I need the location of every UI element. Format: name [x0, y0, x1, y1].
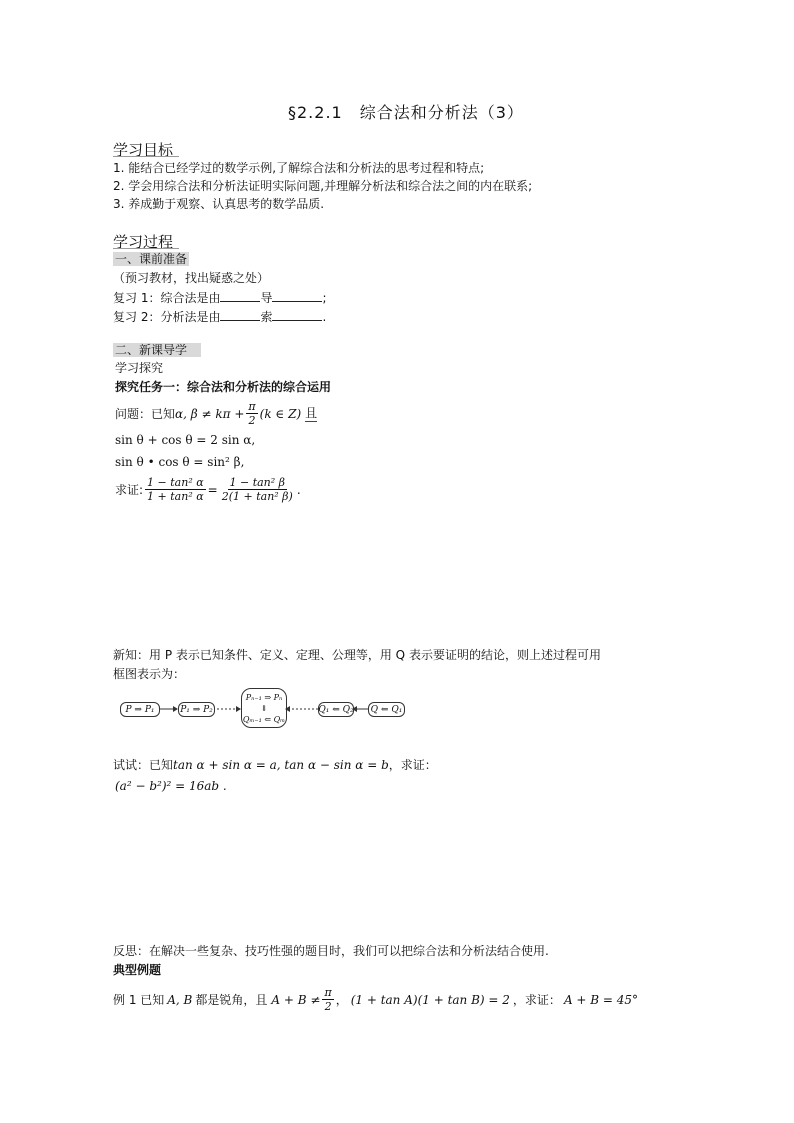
reflection: 反思：在解决一些复杂、技巧性强的题目时，我们可以把综合法和分析法结合使用. [113, 944, 549, 958]
flow-box-center: Pₙ₋₁ ⇒ Pₙ ⇓ Qₘ₋₁ ⇐ Qₘ [241, 688, 287, 728]
goal-item-3: 3. 养成勤于观察、认真思考的数学品质. [113, 197, 325, 211]
page-title: §2.2.1 综合法和分析法（3） [288, 103, 524, 122]
flow-box-p-p1: P ⇒ P₁ [120, 702, 160, 717]
flow-box-p1-p2: P₁ ⇒ P₂ [178, 702, 215, 717]
new-heading: 二、新课导学 [113, 342, 201, 358]
new-knowledge-line-1: 新知：用 P 表示已知条件、定义、定理、公理等，用 Q 表示要证明的结论，则上述过程可用 [113, 648, 601, 662]
review-2: 复习 2：分析法是由 索 . [113, 310, 327, 324]
explore-label: 学习探究 [115, 361, 164, 375]
example-heading: 典型例题 [113, 963, 162, 977]
goal-item-2: 2. 学会用综合法和分析法证明实际问题,并理解分析法和综合法之间的内在联系; [113, 179, 533, 193]
process-heading: 学习过程 [113, 233, 174, 251]
prep-note: （预习教材，找出疑惑之处） [113, 271, 270, 285]
flow-box-q1-q2: Q₁ ⇐ Q₂ [318, 702, 354, 717]
example-1: 例 1 已知 A, B 都是锐角，且 A + B ≠ $\frac{\pi}{2}$ ， (1 + tan A)(1 + tan B) = 2 ，求证： A + B = 45° [113, 986, 639, 1013]
trial-line: 试试：已知 tan α + sin α = a, tan α − sin α = b ，求证： [113, 758, 437, 772]
prove-line: 求证: $\frac{\text{1 − tan² α}}{\text{1 + tan² α}}$ = $\frac{\text{1 − tan² β}}{\text{2(1 + tan² β)}}$ . [115, 476, 301, 503]
goal-item-1: 1. 能结合已经学过的数学示例,了解综合法和分析法的思考过程和特点; [113, 161, 485, 175]
blank-2 [272, 289, 322, 302]
blank-3 [220, 308, 260, 321]
prove-right-fraction: $\frac{\text{1 − tan² β}}{\text{2(1 + tan² β)}}$ [221, 476, 293, 503]
task-heading: 探究任务一：综合法和分析法的综合运用 [115, 380, 332, 394]
flow-diagram [118, 688, 408, 730]
trial-equation: (a² − b²)² = 16ab . [115, 779, 227, 793]
review-1: 复习 1：综合法是由 导 ; [113, 291, 327, 305]
flow-box-q-q1: Q ⇐ Q₁ [368, 702, 405, 717]
question-line: 问题：已知 α, β ≠ kπ + $\frac{\pi}{2}$ (k ∈ Z) 且 [115, 400, 318, 427]
equation-2: sin θ • cos θ = sin² β, [115, 455, 245, 469]
goals-heading: 学习目标 [113, 141, 174, 159]
example-pi-over-2: $\frac{\pi}{2}$ [324, 986, 332, 1013]
blank-1 [220, 289, 260, 302]
blank-4 [272, 308, 322, 321]
prep-heading: 一、课前准备 [115, 252, 188, 266]
prove-left-fraction: $\frac{\text{1 − tan² α}}{\text{1 + tan² α}}$ [147, 476, 204, 503]
pi-over-2: $\frac{\pi}{2}$ [248, 400, 256, 427]
goals-heading-rule [113, 156, 179, 157]
new-knowledge-line-2: 框图表示为： [113, 667, 186, 681]
process-heading-rule [113, 248, 179, 249]
equation-1: sin θ + cos θ = 2 sin α, [115, 433, 256, 447]
